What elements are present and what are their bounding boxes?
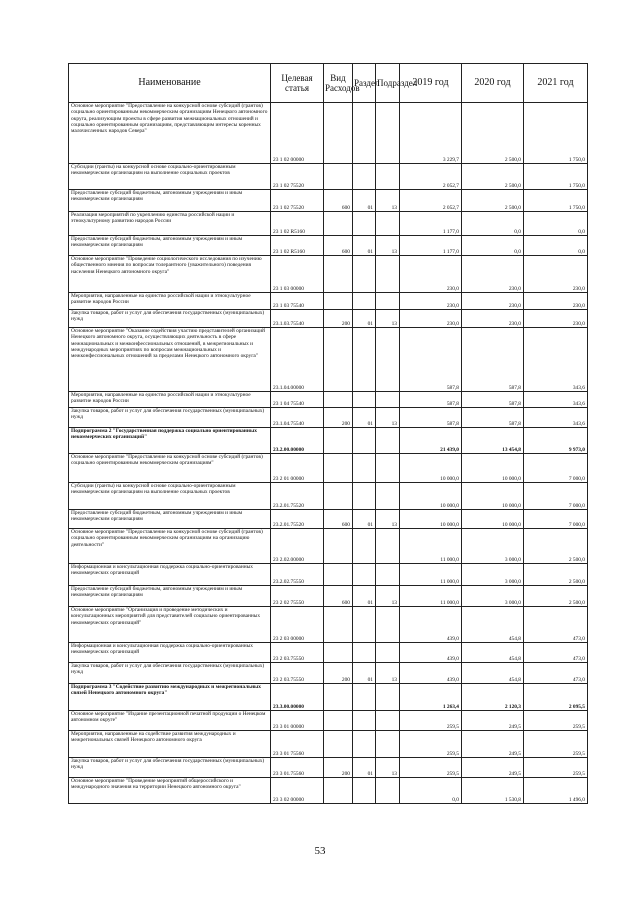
cell-2019: 1 177,0 — [400, 236, 462, 256]
cell-section — [353, 607, 376, 643]
column-header-code: Целевая статья — [271, 64, 324, 103]
cell-expense-type — [324, 293, 353, 310]
cell-2020: 249,5 — [462, 731, 524, 758]
cell-section — [353, 392, 376, 408]
cell-expense-type: 200 — [324, 408, 353, 428]
cell-subsection — [376, 428, 400, 454]
cell-expense-type — [324, 529, 353, 564]
cell-2020: 230,0 — [462, 310, 524, 328]
cell-section — [353, 529, 376, 564]
cell-name: Информационная и консультационная поддержка социально-ориентированных некоммерческих организаций — [69, 564, 271, 586]
table-row — [69, 483, 588, 510]
table-row — [69, 564, 588, 586]
cell-2019: 3 229,7 — [400, 103, 462, 164]
table-row — [69, 586, 588, 607]
table-row — [69, 408, 588, 428]
table-row — [69, 684, 588, 711]
table-row — [69, 428, 588, 454]
cell-2021: 259,5 — [524, 711, 588, 731]
cell-name: Подпрограмма 3 "Содействие развитию международных и межрегиональных связей Ненецкого автономного округа" — [69, 684, 271, 711]
cell-code: 23 3 01.75560 — [271, 758, 324, 778]
cell-subsection: 13 — [376, 663, 400, 684]
table-row — [69, 328, 588, 392]
cell-2021: 9 973,0 — [524, 428, 588, 454]
cell-subsection — [376, 778, 400, 804]
cell-2021: 259,5 — [524, 758, 588, 778]
cell-expense-type: 200 — [324, 310, 353, 328]
cell-2021: 473,0 — [524, 663, 588, 684]
cell-code: 23 2 03.75550 — [271, 663, 324, 684]
cell-2021: 473,0 — [524, 643, 588, 663]
cell-code: 23 2 01 00000 — [271, 454, 324, 483]
table-row — [69, 212, 588, 236]
cell-section — [353, 711, 376, 731]
cell-code: 23 2 02 75550 — [271, 586, 324, 607]
cell-2019: 439,0 — [400, 643, 462, 663]
cell-expense-type — [324, 428, 353, 454]
cell-expense-type — [324, 684, 353, 711]
column-header-subsection: Подраздел — [376, 64, 400, 103]
cell-subsection — [376, 529, 400, 564]
cell-2021: 343,6 — [524, 328, 588, 392]
cell-code: 23 2 03.75550 — [271, 643, 324, 663]
column-header-2020: 2020 год — [462, 64, 524, 103]
cell-code: 23.1.04.00000 — [271, 328, 324, 392]
cell-2020: 249,5 — [462, 758, 524, 778]
cell-2021: 0,0 — [524, 212, 588, 236]
cell-name: Подпрограмма 2 "Государственная поддержка социально ориентированных некоммерческих организаций" — [69, 428, 271, 454]
cell-name: Субсидии (гранты) на конкурсной основе социально-ориентированным некоммерческим организациям на выполнение социальных проектов — [69, 164, 271, 190]
cell-subsection — [376, 684, 400, 711]
table-row — [69, 310, 588, 328]
cell-name: Мероприятия, направленные на единство российской нации и этнокультурное развитие народов России — [69, 392, 271, 408]
cell-subsection — [376, 711, 400, 731]
cell-2020: 587,8 — [462, 392, 524, 408]
cell-expense-type — [324, 607, 353, 643]
cell-name: Информационная и консультационная поддержка социально-ориентированных некоммерческих организаций — [69, 643, 271, 663]
cell-expense-type — [324, 643, 353, 663]
cell-2019: 11 000,0 — [400, 564, 462, 586]
cell-subsection: 13 — [376, 510, 400, 529]
column-header-2021: 2021 год — [524, 64, 588, 103]
cell-2020: 587,8 — [462, 328, 524, 392]
cell-section: 01 — [353, 190, 376, 212]
cell-subsection — [376, 256, 400, 293]
cell-2021: 7 000,0 — [524, 483, 588, 510]
cell-2019: 10 000,0 — [400, 510, 462, 529]
cell-2019: 1 177,0 — [400, 212, 462, 236]
cell-code: 23.3.00.00000 — [271, 684, 324, 711]
cell-expense-type — [324, 711, 353, 731]
cell-2019: 259,5 — [400, 758, 462, 778]
cell-2021: 230,0 — [524, 256, 588, 293]
table-row — [69, 256, 588, 293]
cell-name: Предоставление субсидий бюджетным, автономным учреждениям и иным некоммерческим организациям — [69, 510, 271, 529]
cell-name: Предоставление субсидий бюджетным, автономным учреждениям и иным некоммерческим организациям — [69, 586, 271, 607]
column-header-name: Наименование — [69, 64, 271, 103]
cell-expense-type — [324, 778, 353, 804]
cell-name: Закупка товаров, работ и услуг для обеспечения государственных (муниципальных) нужд — [69, 758, 271, 778]
table-header-row — [69, 64, 588, 103]
cell-expense-type — [324, 164, 353, 190]
cell-2021: 7 000,0 — [524, 510, 588, 529]
cell-2020: 3 000,0 — [462, 586, 524, 607]
table-row — [69, 164, 588, 190]
cell-name: Основное мероприятие "Издание презентационной печатной продукции о Ненецком автономном округе" — [69, 711, 271, 731]
cell-subsection — [376, 454, 400, 483]
cell-section — [353, 256, 376, 293]
cell-2019: 587,8 — [400, 328, 462, 392]
table-row — [69, 293, 588, 310]
column-header-2019: 2019 год — [400, 64, 462, 103]
table-row — [69, 711, 588, 731]
cell-section: 01 — [353, 586, 376, 607]
cell-subsection — [376, 103, 400, 164]
table-row — [69, 778, 588, 804]
cell-subsection: 13 — [376, 586, 400, 607]
cell-2021: 2 095,5 — [524, 684, 588, 711]
cell-expense-type: 200 — [324, 758, 353, 778]
cell-section: 01 — [353, 510, 376, 529]
cell-code: 23 1 02 R5160 — [271, 212, 324, 236]
cell-2019: 1 263,4 — [400, 684, 462, 711]
cell-section — [353, 454, 376, 483]
cell-code: 23 2.02.00000 — [271, 529, 324, 564]
cell-2019: 11 000,0 — [400, 529, 462, 564]
cell-code: 23.2.01.75520 — [271, 483, 324, 510]
cell-2020: 2 500,0 — [462, 164, 524, 190]
table-row — [69, 663, 588, 684]
table-row — [69, 607, 588, 643]
cell-2021: 1 750,0 — [524, 164, 588, 190]
cell-section — [353, 643, 376, 663]
cell-code: 23 1 04 75540 — [271, 392, 324, 408]
cell-2020: 3 000,0 — [462, 529, 524, 564]
cell-expense-type — [324, 212, 353, 236]
cell-2019: 0,0 — [400, 778, 462, 804]
cell-expense-type — [324, 256, 353, 293]
table-row — [69, 190, 588, 212]
cell-subsection — [376, 564, 400, 586]
cell-2019: 259,5 — [400, 731, 462, 758]
table-row — [69, 643, 588, 663]
table-row — [69, 236, 588, 256]
cell-code: 23 3 02 00000 — [271, 778, 324, 804]
cell-2021: 230,0 — [524, 293, 588, 310]
cell-expense-type: 600 — [324, 586, 353, 607]
cell-2019: 259,5 — [400, 711, 462, 731]
cell-expense-type: 600 — [324, 510, 353, 529]
cell-name: Основное мероприятие "Оказание содействия участию представителей организаций Ненецкого автономного округа, осуществляющих деятельность в сфере межнациональных и межконфессиональных отношений, в межрегиональных и международных мероприятиях по вопросам межнациональных и межконфессиональных отношений за пределами Ненецкого автономного округа" — [69, 328, 271, 392]
cell-subsection — [376, 328, 400, 392]
cell-2021: 7 000,0 — [524, 454, 588, 483]
cell-section: 01 — [353, 236, 376, 256]
cell-code: 23.2.01.75520 — [271, 510, 324, 529]
cell-name: Закупка товаров, работ и услуг для обеспечения государственных (муниципальных) нужд — [69, 310, 271, 328]
cell-2019: 587,8 — [400, 408, 462, 428]
cell-expense-type: 200 — [324, 663, 353, 684]
cell-2020: 2 120,3 — [462, 684, 524, 711]
cell-section: 01 — [353, 663, 376, 684]
cell-subsection — [376, 392, 400, 408]
cell-name: Основное мероприятие "Предоставление на конкурсной основе субсидий (грантов) социально ориентированным некоммерческим организациям на организацию деятельности" — [69, 529, 271, 564]
cell-expense-type — [324, 103, 353, 164]
cell-section — [353, 328, 376, 392]
cell-section — [353, 564, 376, 586]
cell-2021: 2 500,0 — [524, 529, 588, 564]
cell-2020: 13 454,8 — [462, 428, 524, 454]
cell-2020: 2 500,0 — [462, 103, 524, 164]
cell-code: 23 3 01 00000 — [271, 711, 324, 731]
cell-name: Мероприятия, направленные на содействие развития международных и межрегиональных связей Ненецкого автономного округа — [69, 731, 271, 758]
cell-2019: 230,0 — [400, 310, 462, 328]
table-body — [69, 103, 588, 804]
cell-2021: 2 500,0 — [524, 586, 588, 607]
page-number: 53 — [314, 845, 326, 857]
cell-name: Субсидии (гранты) на конкурсной основе социально-ориентированным некоммерческим организациям на выполнение социальных проектов — [69, 483, 271, 510]
cell-code: 23 1 03 00000 — [271, 256, 324, 293]
cell-2020: 587,8 — [462, 408, 524, 428]
cell-2020: 230,0 — [462, 293, 524, 310]
cell-expense-type — [324, 454, 353, 483]
cell-2020: 230,0 — [462, 256, 524, 293]
cell-name: Предоставление субсидий бюджетным, автономным учреждениям и иным некоммерческим организациям — [69, 236, 271, 256]
cell-name: Основное мероприятие "Предоставление на конкурсной основе субсидий (грантов) социально ориентированным некоммерческим организациям" — [69, 454, 271, 483]
cell-2021: 343,6 — [524, 392, 588, 408]
cell-2019: 230,0 — [400, 293, 462, 310]
table-row — [69, 529, 588, 564]
cell-name: Предоставление субсидий бюджетным, автономным учреждениям и иным некоммерческим организациям — [69, 190, 271, 212]
cell-code: 23.2.00.00000 — [271, 428, 324, 454]
cell-2021: 230,0 — [524, 310, 588, 328]
cell-section — [353, 293, 376, 310]
table-row — [69, 510, 588, 529]
column-header-section: Раздел — [353, 64, 376, 103]
cell-2020: 3 000,0 — [462, 564, 524, 586]
cell-code: 23.2.02.75550 — [271, 564, 324, 586]
cell-2019: 10 000,0 — [400, 454, 462, 483]
table-row — [69, 731, 588, 758]
cell-2020: 10 000,0 — [462, 510, 524, 529]
cell-2021: 259,5 — [524, 731, 588, 758]
cell-2021: 343,6 — [524, 408, 588, 428]
cell-expense-type — [324, 731, 353, 758]
cell-2020: 454,8 — [462, 643, 524, 663]
cell-section — [353, 731, 376, 758]
cell-expense-type — [324, 328, 353, 392]
cell-2020: 454,8 — [462, 663, 524, 684]
cell-2019: 2 052,7 — [400, 190, 462, 212]
cell-2020: 0,0 — [462, 212, 524, 236]
cell-subsection: 13 — [376, 190, 400, 212]
cell-subsection — [376, 607, 400, 643]
cell-2021: 1 750,0 — [524, 103, 588, 164]
cell-2019: 230,0 — [400, 256, 462, 293]
cell-subsection: 13 — [376, 758, 400, 778]
cell-expense-type — [324, 483, 353, 510]
cell-expense-type: 600 — [324, 190, 353, 212]
cell-section: 01 — [353, 758, 376, 778]
cell-section — [353, 483, 376, 510]
cell-2019: 439,0 — [400, 663, 462, 684]
cell-2019: 11 000,0 — [400, 586, 462, 607]
cell-code: 23 1 02 75520 — [271, 190, 324, 212]
cell-section — [353, 778, 376, 804]
cell-code: 23.1.03.75540 — [271, 310, 324, 328]
cell-subsection: 13 — [376, 310, 400, 328]
cell-subsection — [376, 212, 400, 236]
cell-expense-type — [324, 392, 353, 408]
budget-table — [68, 63, 588, 804]
cell-name: Основное мероприятие "Проведение мероприятий общероссийского и международного значения на территории Ненецкого автономного округа" — [69, 778, 271, 804]
cell-2021: 2 500,0 — [524, 564, 588, 586]
cell-2019: 2 052,7 — [400, 164, 462, 190]
cell-expense-type — [324, 564, 353, 586]
cell-code: 23 1 02 R5160 — [271, 236, 324, 256]
cell-subsection — [376, 293, 400, 310]
cell-code: 23 2 03 00000 — [271, 607, 324, 643]
cell-section — [353, 428, 376, 454]
cell-2021: 1 496,0 — [524, 778, 588, 804]
cell-code: 23 1 03 75540 — [271, 293, 324, 310]
cell-2020: 1 530,8 — [462, 778, 524, 804]
cell-section — [353, 164, 376, 190]
cell-name: Закупка товаров, работ и услуг для обеспечения государственных (муниципальных) нужд — [69, 408, 271, 428]
cell-section: 01 — [353, 408, 376, 428]
cell-2021: 0,0 — [524, 236, 588, 256]
column-header-expense-type: Вид Расходов — [324, 64, 353, 103]
cell-subsection: 13 — [376, 408, 400, 428]
cell-2020: 2 500,0 — [462, 190, 524, 212]
table-row — [69, 758, 588, 778]
cell-2021: 1 750,0 — [524, 190, 588, 212]
cell-subsection — [376, 643, 400, 663]
cell-section: 01 — [353, 310, 376, 328]
cell-subsection: 13 — [376, 236, 400, 256]
cell-2021: 473,0 — [524, 607, 588, 643]
cell-name: Основное мероприятие "Организация и проведение методических и консультационных мероприятий для представителей социально ориентированных некоммерческих организаций" — [69, 607, 271, 643]
cell-name: Мероприятия, направленные на единство российской нации и этнокультурное развитие народов России — [69, 293, 271, 310]
cell-2020: 0,0 — [462, 236, 524, 256]
cell-2020: 10 000,0 — [462, 483, 524, 510]
cell-subsection — [376, 164, 400, 190]
cell-code: 23.1.04.75540 — [271, 408, 324, 428]
cell-2019: 439,0 — [400, 607, 462, 643]
cell-subsection — [376, 483, 400, 510]
cell-name: Закупка товаров, работ и услуг для обеспечения государственных (муниципальных) нужд — [69, 663, 271, 684]
table-row — [69, 103, 588, 164]
cell-2020: 10 000,0 — [462, 454, 524, 483]
cell-code: 23 1 02 00000 — [271, 103, 324, 164]
cell-code: 23 1 02 75520 — [271, 164, 324, 190]
cell-2019: 21 439,0 — [400, 428, 462, 454]
cell-name: Основное мероприятие "Проведение социологического исследования по изучению общественного мнения по вопросам толерантного (уважительного) поведения населения Ненецкого автономного округа" — [69, 256, 271, 293]
cell-section — [353, 684, 376, 711]
cell-2020: 454,8 — [462, 607, 524, 643]
cell-subsection — [376, 731, 400, 758]
table-row — [69, 392, 588, 408]
cell-section — [353, 103, 376, 164]
cell-name: Основное мероприятие "Предоставление на конкурсной основе субсидий (грантов) социально ориентированным некоммерческим организациям Ненецкого автономного округа, реализующим проекты в сфере развития межнациональных отношений и социально ориентированным организациям, представляющим интересы коренных малочисленных народов Севера" — [69, 103, 271, 164]
cell-2019: 10 000,0 — [400, 483, 462, 510]
cell-section — [353, 212, 376, 236]
cell-expense-type: 600 — [324, 236, 353, 256]
cell-2020: 249,5 — [462, 711, 524, 731]
cell-code: 23 3 01 75560 — [271, 731, 324, 758]
cell-name: Реализация мероприятий по укреплению единства российской нации и этнокультурному развитию народов России — [69, 212, 271, 236]
table-row — [69, 454, 588, 483]
cell-2019: 587,8 — [400, 392, 462, 408]
